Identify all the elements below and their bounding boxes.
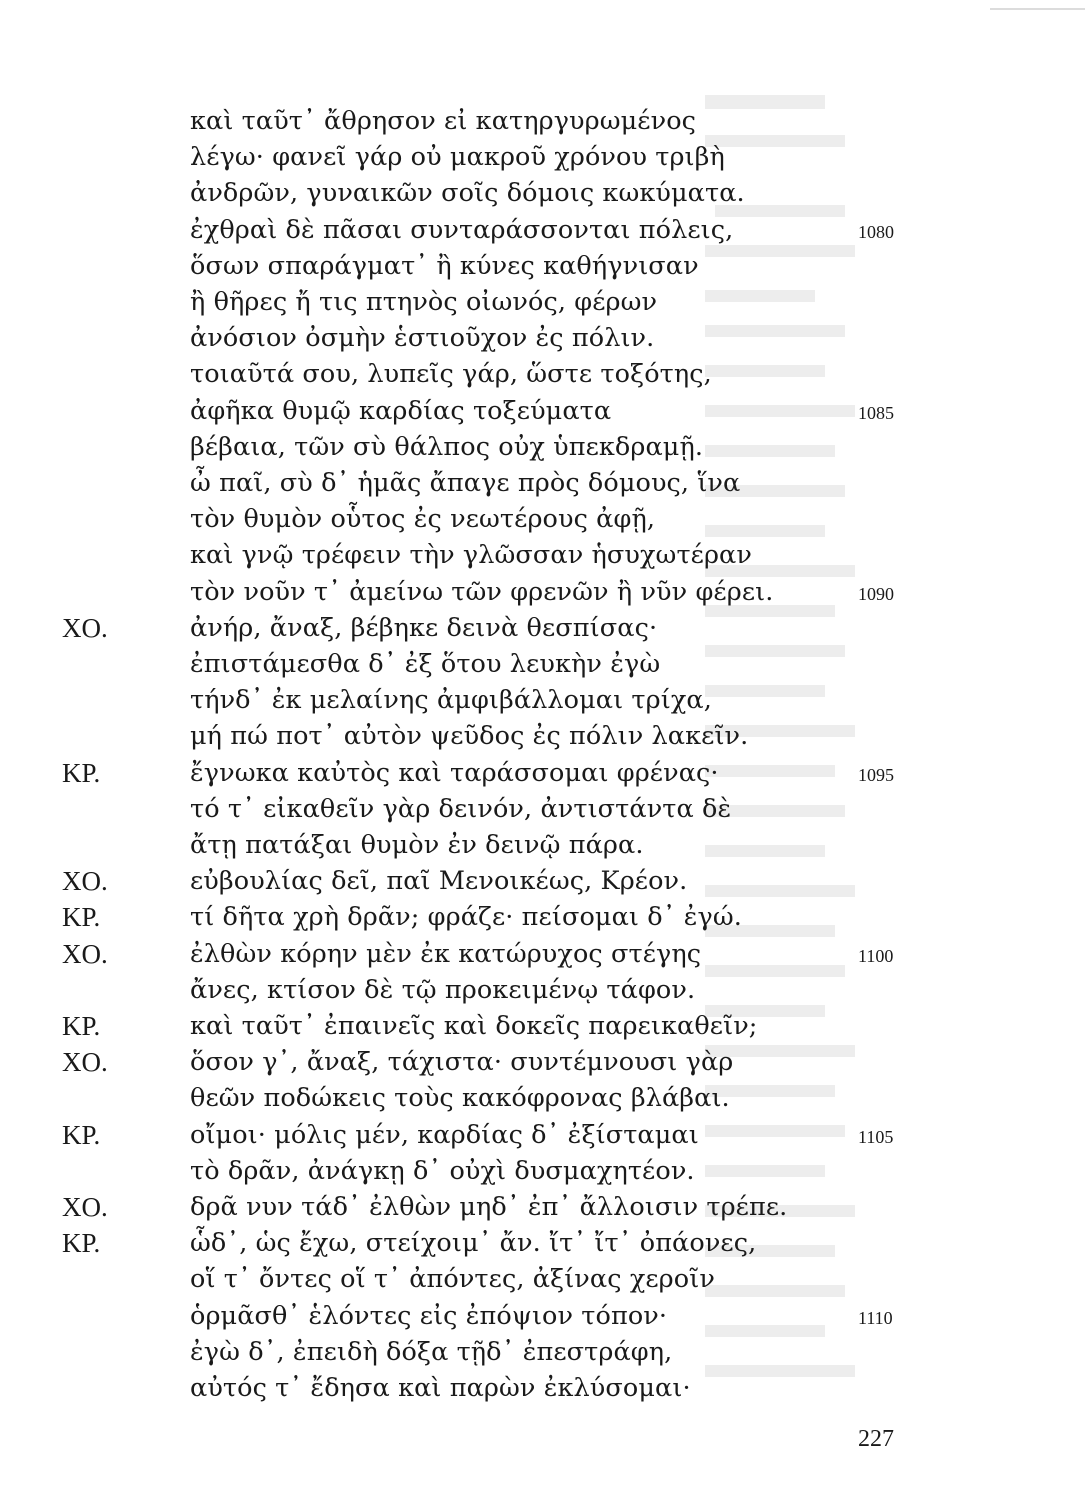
verse-line <box>0 320 1087 356</box>
verse-text: ἀνδρῶν, γυναικῶν σοῖς δόμοις κωκύματα. <box>190 178 745 209</box>
verse-line <box>0 537 1087 573</box>
verse-text: ὅσων σπαράγματ᾽ ἢ κύνες καθήγνισαν <box>190 250 699 281</box>
verse-line <box>0 1117 1087 1153</box>
line-number: 1085 <box>858 402 894 423</box>
verse-line <box>0 1370 1087 1406</box>
verse-text: ὦ παῖ, σὺ δ᾽ ἡμᾶς ἄπαγε πρὸς δόμους, ἵνα <box>190 468 741 498</box>
verse-line <box>0 248 1087 284</box>
speaker-label: ΧΟ. <box>62 1192 108 1222</box>
verse-line <box>0 284 1087 320</box>
verse-text: τί δῆτα χρὴ δρᾶν; φράζε· πείσομαι δ᾽ ἐγώ. <box>190 902 742 933</box>
verse-line <box>0 1153 1087 1189</box>
verse-line <box>0 899 1087 935</box>
verse-line <box>0 574 1087 610</box>
verse-text: βέβαια, τῶν σὺ θάλπος οὐχ ὑπεκδραμῇ. <box>190 431 704 462</box>
verse-line <box>0 1080 1087 1116</box>
verse-line <box>0 791 1087 827</box>
speaker-label: ΚΡ. <box>62 1228 101 1259</box>
verse-line <box>0 610 1087 646</box>
verse-text: ἀνήρ, ἄναξ, βέβηκε δεινὰ θεσπίσας· <box>190 612 658 643</box>
verse-text: λέγω· φανεῖ γάρ οὐ μακροῦ χρόνου τριβὴ <box>190 142 725 173</box>
verse-line <box>0 755 1087 791</box>
verse-text: καὶ ταῦτ᾽ ἐπαινεῖς καὶ δοκεῖς παρεικαθεῖν; <box>190 1011 758 1041</box>
verse-line <box>0 718 1087 754</box>
verse-text: τὸν νοῦν τ᾽ ἀμείνω τῶν φρενῶν ἢ νῦν φέρει. <box>190 576 774 607</box>
speaker-label: ΧΟ. <box>62 938 108 969</box>
page-number: 227 <box>858 1426 894 1452</box>
speaker-label: ΚΡ. <box>62 1011 101 1041</box>
verse-text: τὸ δρᾶν, ἀνάγκῃ δ᾽ οὐχὶ δυσμαχητέον. <box>190 1155 695 1186</box>
verse-text: ἐχθραὶ δὲ πᾶσαι συνταράσσονται πόλεις, <box>190 214 734 245</box>
verse-line <box>0 863 1087 899</box>
verse-text: ὁρμᾶσθ᾽ ἑλόντες εἰς ἐπόψιον τόπον· <box>190 1300 668 1331</box>
verse-text: εὐβουλίας δεῖ, παῖ Μενοικέως, Κρέον. <box>190 866 688 897</box>
verse-text: οἵ τ᾽ ὄντες οἵ τ᾽ ἀπόντες, ἀξίνας χεροῖν <box>190 1264 715 1295</box>
speaker-label: ΧΟ. <box>62 612 108 643</box>
verse-line <box>0 1189 1087 1225</box>
verse-text: ἀνόσιον ὀσμὴν ἑστιοῦχον ἐς πόλιν. <box>190 323 655 354</box>
line-number: 1095 <box>858 764 894 785</box>
verse-line <box>0 1298 1087 1334</box>
verse-line <box>0 936 1087 972</box>
verse-line <box>0 429 1087 465</box>
verse-line <box>0 212 1087 248</box>
verse-text: ἐπιστάμεσθα δ᾽ ἐξ ὅτου λευκὴν ἐγὼ <box>190 649 661 679</box>
verse-text: ἄνες, κτίσον δὲ τῷ προκειμένῳ τάφον. <box>190 974 696 1005</box>
verse-line <box>0 682 1087 718</box>
speaker-label: ΧΟ. <box>62 866 108 897</box>
verse-line <box>0 1261 1087 1297</box>
verse-text: ἔγνωκα καὐτὸς καὶ ταράσσομαι φρένας· <box>190 757 719 788</box>
verse-text: ἐλθὼν κόρην μὲν ἐκ κατώρυχος στέγης <box>190 938 702 969</box>
verse-text: καὶ ταῦτ᾽ ἄθρησον εἰ κατηργυρωμένος <box>190 106 697 136</box>
speaker-label: ΧΟ. <box>62 1047 108 1078</box>
verse-text: ἢ θῆρες ἤ τις πτηνὸς οἰωνός, φέρων <box>190 287 658 317</box>
verse-line <box>0 646 1087 682</box>
verse-text: τήνδ᾽ ἐκ μελαίνης ἀμφιβάλλομαι τρίχα, <box>190 685 712 716</box>
verse-text: τοιαῦτά σου, λυπεῖς γάρ, ὥστε τοξότης, <box>190 359 712 390</box>
verse-line <box>0 1225 1087 1261</box>
verse-text: τό τ᾽ εἰκαθεῖν γὰρ δεινόν, ἀντιστάντα δὲ <box>190 793 732 824</box>
line-number: 1110 <box>858 1307 893 1328</box>
speaker-label: ΚΡ. <box>62 902 101 933</box>
verse-text: καὶ γνῷ τρέφειν τὴν γλῶσσαν ἡσυχωτέραν <box>190 540 752 571</box>
verse-line <box>0 175 1087 211</box>
verse-line <box>0 1334 1087 1370</box>
verse-line <box>0 465 1087 501</box>
verse-text: θεῶν ποδώκεις τοὺς κακόφρονας βλάβαι. <box>190 1083 730 1114</box>
verse-line <box>0 972 1087 1008</box>
verse-text: οἴμοι· μόλις μέν, καρδίας δ᾽ ἐξίσταμαι <box>190 1119 699 1150</box>
line-number: 1105 <box>858 1126 894 1147</box>
verse-line <box>0 393 1087 429</box>
verse-line <box>0 103 1087 139</box>
verse-text: μή πώ ποτ᾽ αὐτὸν ψεῦδος ἐς πόλιν λακεῖν. <box>190 721 749 752</box>
verse-text: δρᾶ νυν τάδ᾽ ἐλθὼν μηδ᾽ ἐπ᾽ ἄλλοισιν τρέπε. <box>190 1192 788 1222</box>
verse-line <box>0 139 1087 175</box>
verse-line <box>0 501 1087 537</box>
line-number: 1090 <box>858 583 894 604</box>
speaker-label: ΚΡ. <box>62 757 101 788</box>
verse-line <box>0 1044 1087 1080</box>
speaker-label: ΚΡ. <box>62 1119 101 1150</box>
verse-line <box>0 356 1087 392</box>
verse-text: ἀφῆκα θυμῷ καρδίας τοξεύματα <box>190 395 612 426</box>
verse-line <box>0 827 1087 863</box>
verse-text: ὅσον γ᾽, ἄναξ, τάχιστα· συντέμνουσι γὰρ <box>190 1047 734 1078</box>
verse-text: ἐγὼ δ᾽, ἐπειδὴ δόξα τῇδ᾽ ἐπεστράφη, <box>190 1336 673 1367</box>
line-number: 1100 <box>858 945 894 966</box>
verse-text: ἄτῃ πατάξαι θυμὸν ἐν δεινῷ πάρα. <box>190 830 644 860</box>
verse-text: τὸν θυμὸν οὗτος ἐς νεωτέρους ἀφῇ, <box>190 504 656 535</box>
verse-line <box>0 1008 1087 1044</box>
verse-text: αὐτός τ᾽ ἔδησα καὶ παρὼν ἐκλύσομαι· <box>190 1373 691 1403</box>
scan-edge-mark <box>990 8 1085 10</box>
line-number: 1080 <box>858 221 894 242</box>
verse-text: ὧδ᾽, ὡς ἔχω, στείχοιμ᾽ ἄν. ἴτ᾽ ἴτ᾽ ὀπάονες, <box>190 1228 757 1259</box>
